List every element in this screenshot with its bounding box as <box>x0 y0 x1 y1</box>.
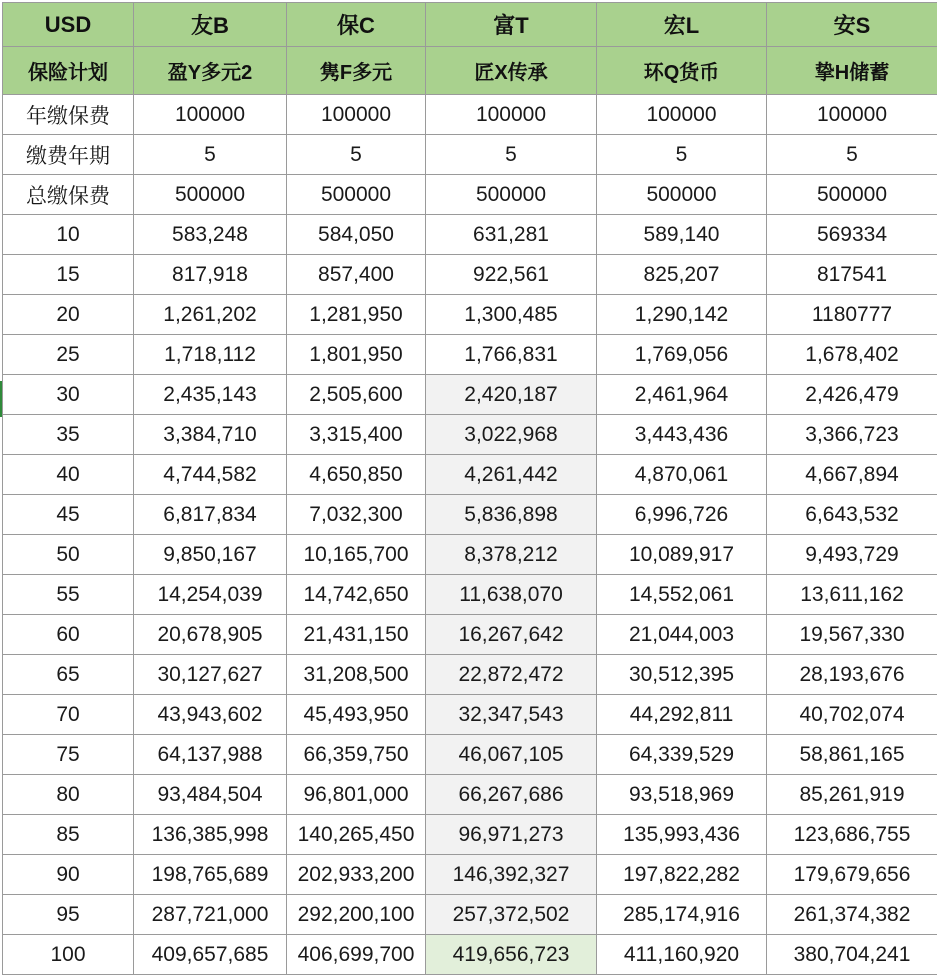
value-cell[interactable]: 66,359,750 <box>287 735 426 775</box>
value-cell[interactable]: 5 <box>597 135 767 175</box>
value-cell[interactable]: 197,822,282 <box>597 855 767 895</box>
value-cell[interactable]: 5 <box>134 135 287 175</box>
value-cell[interactable]: 406,699,700 <box>287 935 426 975</box>
value-cell[interactable]: 6,817,834 <box>134 495 287 535</box>
value-cell[interactable]: 64,137,988 <box>134 735 287 775</box>
plan-name-cell[interactable]: 盈Y多元2 <box>134 47 287 95</box>
company-header-cell[interactable]: 友B <box>134 3 287 47</box>
value-cell[interactable]: 198,765,689 <box>134 855 287 895</box>
row-label-cell[interactable]: 缴费年期 <box>3 135 134 175</box>
year-cell[interactable]: 35 <box>3 415 134 455</box>
value-cell[interactable]: 5 <box>767 135 937 175</box>
value-cell[interactable]: 2,435,143 <box>134 375 287 415</box>
year-cell[interactable]: 30 <box>3 375 134 415</box>
value-cell[interactable]: 14,254,039 <box>134 575 287 615</box>
year-row <box>3 895 937 935</box>
value-cell[interactable]: 287,721,000 <box>134 895 287 935</box>
value-cell[interactable]: 96,801,000 <box>287 775 426 815</box>
value-cell[interactable]: 40,702,074 <box>767 695 937 735</box>
value-cell[interactable]: 500000 <box>426 175 597 215</box>
value-cell[interactable]: 45,493,950 <box>287 695 426 735</box>
value-cell[interactable]: 3,022,968 <box>426 415 597 455</box>
info-row <box>3 135 937 175</box>
value-cell[interactable]: 500000 <box>287 175 426 215</box>
value-cell[interactable]: 3,366,723 <box>767 415 937 455</box>
company-header-row <box>3 3 937 47</box>
value-cell[interactable]: 179,679,656 <box>767 855 937 895</box>
year-cell[interactable]: 60 <box>3 615 134 655</box>
year-row <box>3 855 937 895</box>
value-cell[interactable]: 500000 <box>767 175 937 215</box>
value-cell[interactable]: 22,872,472 <box>426 655 597 695</box>
comparison-table <box>2 2 937 975</box>
value-cell[interactable]: 21,431,150 <box>287 615 426 655</box>
value-cell[interactable]: 100000 <box>426 95 597 135</box>
value-cell[interactable]: 2,505,600 <box>287 375 426 415</box>
value-cell[interactable]: 100000 <box>597 95 767 135</box>
value-cell[interactable]: 100000 <box>767 95 937 135</box>
value-cell[interactable]: 31,208,500 <box>287 655 426 695</box>
value-cell[interactable]: 4,744,582 <box>134 455 287 495</box>
year-row <box>3 655 937 695</box>
value-cell[interactable]: 380,704,241 <box>767 935 937 975</box>
value-cell[interactable]: 411,160,920 <box>597 935 767 975</box>
value-cell[interactable]: 584,050 <box>287 215 426 255</box>
company-header-cell[interactable]: 富T <box>426 3 597 47</box>
plan-name-cell[interactable]: 环Q货币 <box>597 47 767 95</box>
value-cell[interactable]: 857,400 <box>287 255 426 295</box>
value-cell[interactable]: 135,993,436 <box>597 815 767 855</box>
value-cell[interactable]: 85,261,919 <box>767 775 937 815</box>
value-cell[interactable]: 9,493,729 <box>767 535 937 575</box>
year-row <box>3 575 937 615</box>
year-row <box>3 335 937 375</box>
value-cell[interactable]: 30,127,627 <box>134 655 287 695</box>
value-cell[interactable]: 123,686,755 <box>767 815 937 855</box>
value-cell[interactable]: 10,165,700 <box>287 535 426 575</box>
plan-name-cell[interactable]: 挚H储蓄 <box>767 47 937 95</box>
value-cell[interactable]: 4,650,850 <box>287 455 426 495</box>
year-cell[interactable]: 10 <box>3 215 134 255</box>
value-cell[interactable]: 922,561 <box>426 255 597 295</box>
plan-label-cell[interactable]: 保险计划 <box>3 47 134 95</box>
value-cell[interactable]: 3,384,710 <box>134 415 287 455</box>
row-label-cell[interactable]: 总缴保费 <box>3 175 134 215</box>
year-cell[interactable]: 45 <box>3 495 134 535</box>
value-cell[interactable]: 1,769,056 <box>597 335 767 375</box>
value-cell[interactable]: 93,484,504 <box>134 775 287 815</box>
value-cell[interactable]: 4,667,894 <box>767 455 937 495</box>
value-cell[interactable]: 1180777 <box>767 295 937 335</box>
value-cell[interactable]: 2,420,187 <box>426 375 597 415</box>
currency-cell[interactable]: USD <box>3 3 134 47</box>
value-cell[interactable]: 2,426,479 <box>767 375 937 415</box>
value-cell[interactable]: 1,766,831 <box>426 335 597 375</box>
year-cell[interactable]: 40 <box>3 455 134 495</box>
year-row <box>3 255 937 295</box>
value-cell[interactable]: 7,032,300 <box>287 495 426 535</box>
value-cell[interactable]: 19,567,330 <box>767 615 937 655</box>
year-cell[interactable]: 90 <box>3 855 134 895</box>
value-cell[interactable]: 569334 <box>767 215 937 255</box>
value-cell[interactable]: 631,281 <box>426 215 597 255</box>
year-cell[interactable]: 75 <box>3 735 134 775</box>
value-cell[interactable]: 1,718,112 <box>134 335 287 375</box>
year-cell[interactable]: 55 <box>3 575 134 615</box>
value-cell[interactable]: 1,290,142 <box>597 295 767 335</box>
value-cell[interactable]: 257,372,502 <box>426 895 597 935</box>
year-cell[interactable]: 80 <box>3 775 134 815</box>
value-cell[interactable]: 46,067,105 <box>426 735 597 775</box>
company-header-cell[interactable]: 安S <box>767 3 937 47</box>
value-cell[interactable]: 817,918 <box>134 255 287 295</box>
value-cell[interactable]: 409,657,685 <box>134 935 287 975</box>
value-cell[interactable]: 5 <box>426 135 597 175</box>
value-cell[interactable]: 292,200,100 <box>287 895 426 935</box>
plan-header-row <box>3 47 937 95</box>
year-cell[interactable]: 65 <box>3 655 134 695</box>
value-cell[interactable]: 4,261,442 <box>426 455 597 495</box>
value-cell[interactable]: 202,933,200 <box>287 855 426 895</box>
value-cell[interactable]: 5 <box>287 135 426 175</box>
value-cell[interactable]: 43,943,602 <box>134 695 287 735</box>
value-cell[interactable]: 96,971,273 <box>426 815 597 855</box>
year-cell[interactable]: 95 <box>3 895 134 935</box>
value-cell[interactable]: 3,315,400 <box>287 415 426 455</box>
year-row <box>3 695 937 735</box>
year-row <box>3 415 937 455</box>
value-cell[interactable]: 1,281,950 <box>287 295 426 335</box>
year-cell[interactable]: 15 <box>3 255 134 295</box>
row-label-cell[interactable]: 年缴保费 <box>3 95 134 135</box>
value-cell[interactable]: 1,678,402 <box>767 335 937 375</box>
plan-name-cell[interactable]: 隽F多元 <box>287 47 426 95</box>
year-row <box>3 535 937 575</box>
value-cell[interactable]: 4,870,061 <box>597 455 767 495</box>
year-row <box>3 815 937 855</box>
value-cell[interactable]: 1,801,950 <box>287 335 426 375</box>
value-cell[interactable]: 9,850,167 <box>134 535 287 575</box>
year-row <box>3 295 937 335</box>
value-cell[interactable]: 64,339,529 <box>597 735 767 775</box>
value-cell[interactable]: 583,248 <box>134 215 287 255</box>
value-cell[interactable]: 500000 <box>597 175 767 215</box>
year-cell[interactable]: 85 <box>3 815 134 855</box>
value-cell[interactable]: 136,385,998 <box>134 815 287 855</box>
value-cell[interactable]: 825,207 <box>597 255 767 295</box>
value-cell[interactable]: 10,089,917 <box>597 535 767 575</box>
value-cell[interactable]: 14,552,061 <box>597 575 767 615</box>
info-row <box>3 175 937 215</box>
value-cell[interactable]: 1,261,202 <box>134 295 287 335</box>
value-cell[interactable]: 6,996,726 <box>597 495 767 535</box>
value-cell[interactable]: 20,678,905 <box>134 615 287 655</box>
year-row <box>3 215 937 255</box>
value-cell[interactable]: 3,443,436 <box>597 415 767 455</box>
value-cell[interactable]: 285,174,916 <box>597 895 767 935</box>
year-cell[interactable]: 20 <box>3 295 134 335</box>
year-row <box>3 775 937 815</box>
value-cell[interactable]: 28,193,676 <box>767 655 937 695</box>
value-cell[interactable]: 1,300,485 <box>426 295 597 335</box>
value-cell[interactable]: 58,861,165 <box>767 735 937 775</box>
value-cell[interactable]: 146,392,327 <box>426 855 597 895</box>
value-cell[interactable]: 11,638,070 <box>426 575 597 615</box>
info-row <box>3 95 937 135</box>
value-cell[interactable]: 100000 <box>134 95 287 135</box>
year-cell[interactable]: 50 <box>3 535 134 575</box>
company-header-cell[interactable]: 保C <box>287 3 426 47</box>
year-cell[interactable]: 25 <box>3 335 134 375</box>
value-cell[interactable]: 100000 <box>287 95 426 135</box>
value-cell[interactable]: 419,656,723 <box>426 935 597 975</box>
year-row <box>3 495 937 535</box>
value-cell[interactable]: 13,611,162 <box>767 575 937 615</box>
value-cell[interactable]: 589,140 <box>597 215 767 255</box>
value-cell[interactable]: 140,265,450 <box>287 815 426 855</box>
year-row <box>3 375 937 415</box>
value-cell[interactable]: 6,643,532 <box>767 495 937 535</box>
year-row <box>3 935 937 975</box>
value-cell[interactable]: 5,836,898 <box>426 495 597 535</box>
year-row <box>3 615 937 655</box>
value-cell[interactable]: 2,461,964 <box>597 375 767 415</box>
value-cell[interactable]: 817541 <box>767 255 937 295</box>
value-cell[interactable]: 66,267,686 <box>426 775 597 815</box>
value-cell[interactable]: 30,512,395 <box>597 655 767 695</box>
year-row <box>3 735 937 775</box>
value-cell[interactable]: 21,044,003 <box>597 615 767 655</box>
value-cell[interactable]: 14,742,650 <box>287 575 426 615</box>
value-cell[interactable]: 261,374,382 <box>767 895 937 935</box>
value-cell[interactable]: 93,518,969 <box>597 775 767 815</box>
value-cell[interactable]: 16,267,642 <box>426 615 597 655</box>
year-row <box>3 455 937 495</box>
value-cell[interactable]: 8,378,212 <box>426 535 597 575</box>
value-cell[interactable]: 32,347,543 <box>426 695 597 735</box>
year-cell[interactable]: 70 <box>3 695 134 735</box>
plan-name-cell[interactable]: 匠X传承 <box>426 47 597 95</box>
company-header-cell[interactable]: 宏L <box>597 3 767 47</box>
year-cell[interactable]: 100 <box>3 935 134 975</box>
value-cell[interactable]: 500000 <box>134 175 287 215</box>
value-cell[interactable]: 44,292,811 <box>597 695 767 735</box>
